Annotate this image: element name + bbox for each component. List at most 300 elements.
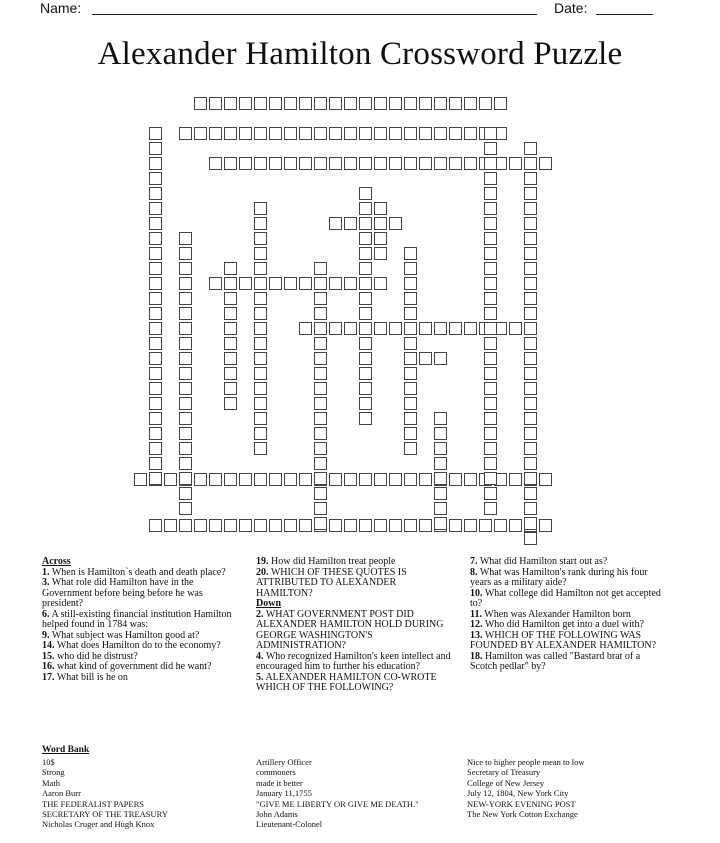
crossword-cell[interactable] <box>284 519 297 532</box>
crossword-cell[interactable] <box>484 127 497 140</box>
crossword-cell[interactable] <box>389 473 402 486</box>
crossword-cell[interactable] <box>149 142 162 155</box>
crossword-cell[interactable] <box>299 127 312 140</box>
crossword-cell[interactable] <box>314 127 327 140</box>
crossword-cell[interactable] <box>484 472 497 485</box>
crossword-cell[interactable] <box>224 157 237 170</box>
crossword-cell[interactable] <box>299 519 312 532</box>
crossword-cell[interactable] <box>314 322 327 335</box>
crossword-cell[interactable] <box>179 292 192 305</box>
crossword-cell[interactable] <box>149 202 162 215</box>
crossword-cell[interactable] <box>224 322 237 335</box>
crossword-cell[interactable] <box>484 247 497 260</box>
crossword-cell[interactable] <box>539 157 552 170</box>
crossword-cell[interactable] <box>344 519 357 532</box>
crossword-cell[interactable] <box>224 519 237 532</box>
crossword-cell[interactable] <box>374 202 387 215</box>
crossword-cell[interactable] <box>149 307 162 320</box>
crossword-cell[interactable] <box>374 322 387 335</box>
crossword-cell[interactable] <box>254 519 267 532</box>
crossword-cell[interactable] <box>239 277 252 290</box>
crossword-cell[interactable] <box>254 97 267 110</box>
crossword-cell[interactable] <box>179 487 192 500</box>
crossword-cell[interactable] <box>239 97 252 110</box>
crossword-cell[interactable] <box>149 519 162 532</box>
crossword-cell[interactable] <box>224 352 237 365</box>
crossword-cell[interactable] <box>254 367 267 380</box>
crossword-cell[interactable] <box>359 232 372 245</box>
crossword-cell[interactable] <box>404 127 417 140</box>
crossword-cell[interactable] <box>374 232 387 245</box>
crossword-cell[interactable] <box>484 232 497 245</box>
crossword-cell[interactable] <box>484 322 497 335</box>
crossword-cell[interactable] <box>299 322 312 335</box>
crossword-cell[interactable] <box>239 127 252 140</box>
crossword-cell[interactable] <box>404 247 417 260</box>
crossword-cell[interactable] <box>194 127 207 140</box>
crossword-cell[interactable] <box>359 292 372 305</box>
crossword-cell[interactable] <box>314 292 327 305</box>
crossword-cell[interactable] <box>359 322 372 335</box>
crossword-cell[interactable] <box>314 442 327 455</box>
crossword-cell[interactable] <box>524 202 537 215</box>
crossword-cell[interactable] <box>434 352 447 365</box>
crossword-cell[interactable] <box>374 247 387 260</box>
crossword-cell[interactable] <box>224 382 237 395</box>
crossword-cell[interactable] <box>314 262 327 275</box>
crossword-cell[interactable] <box>224 307 237 320</box>
crossword-cell[interactable] <box>484 427 497 440</box>
crossword-cell[interactable] <box>389 217 402 230</box>
crossword-cell[interactable] <box>359 277 372 290</box>
crossword-cell[interactable] <box>254 412 267 425</box>
crossword-cell[interactable] <box>404 157 417 170</box>
crossword-cell[interactable] <box>524 502 537 515</box>
crossword-cell[interactable] <box>484 352 497 365</box>
crossword-cell[interactable] <box>404 307 417 320</box>
crossword-cell[interactable] <box>209 97 222 110</box>
crossword-cell[interactable] <box>539 519 552 532</box>
crossword-cell[interactable] <box>434 427 447 440</box>
crossword-cell[interactable] <box>484 142 497 155</box>
crossword-cell[interactable] <box>359 397 372 410</box>
crossword-cell[interactable] <box>254 427 267 440</box>
crossword-cell[interactable] <box>224 277 237 290</box>
crossword-cell[interactable] <box>134 473 147 486</box>
crossword-cell[interactable] <box>419 157 432 170</box>
crossword-cell[interactable] <box>344 157 357 170</box>
crossword-cell[interactable] <box>194 519 207 532</box>
crossword-cell[interactable] <box>419 97 432 110</box>
crossword-cell[interactable] <box>484 442 497 455</box>
crossword-cell[interactable] <box>149 442 162 455</box>
crossword-cell[interactable] <box>524 397 537 410</box>
crossword-cell[interactable] <box>179 442 192 455</box>
crossword-cell[interactable] <box>314 487 327 500</box>
crossword-cell[interactable] <box>344 473 357 486</box>
crossword-cell[interactable] <box>329 519 342 532</box>
crossword-cell[interactable] <box>359 262 372 275</box>
crossword-cell[interactable] <box>209 277 222 290</box>
crossword-cell[interactable] <box>224 97 237 110</box>
crossword-cell[interactable] <box>254 352 267 365</box>
crossword-cell[interactable] <box>254 292 267 305</box>
crossword-cell[interactable] <box>224 127 237 140</box>
crossword-cell[interactable] <box>314 97 327 110</box>
crossword-cell[interactable] <box>254 262 267 275</box>
crossword-cell[interactable] <box>484 172 497 185</box>
crossword-cell[interactable] <box>464 127 477 140</box>
crossword-cell[interactable] <box>434 322 447 335</box>
crossword-cell[interactable] <box>269 157 282 170</box>
crossword-cell[interactable] <box>404 277 417 290</box>
crossword-cell[interactable] <box>149 172 162 185</box>
crossword-cell[interactable] <box>494 519 507 532</box>
crossword-cell[interactable] <box>419 473 432 486</box>
crossword-cell[interactable] <box>239 157 252 170</box>
crossword-cell[interactable] <box>449 157 462 170</box>
crossword-cell[interactable] <box>149 277 162 290</box>
crossword-cell[interactable] <box>179 307 192 320</box>
crossword-cell[interactable] <box>314 472 327 485</box>
crossword-cell[interactable] <box>524 517 537 530</box>
crossword-cell[interactable] <box>179 457 192 470</box>
crossword-cell[interactable] <box>509 473 522 486</box>
crossword-cell[interactable] <box>149 247 162 260</box>
crossword-cell[interactable] <box>239 473 252 486</box>
crossword-cell[interactable] <box>254 397 267 410</box>
crossword-cell[interactable] <box>434 157 447 170</box>
crossword-cell[interactable] <box>359 217 372 230</box>
crossword-cell[interactable] <box>254 442 267 455</box>
crossword-cell[interactable] <box>524 307 537 320</box>
crossword-cell[interactable] <box>269 127 282 140</box>
crossword-cell[interactable] <box>374 519 387 532</box>
crossword-cell[interactable] <box>524 157 537 170</box>
crossword-cell[interactable] <box>314 157 327 170</box>
crossword-cell[interactable] <box>329 473 342 486</box>
crossword-cell[interactable] <box>314 337 327 350</box>
crossword-cell[interactable] <box>179 412 192 425</box>
crossword-cell[interactable] <box>484 277 497 290</box>
crossword-cell[interactable] <box>524 277 537 290</box>
crossword-cell[interactable] <box>404 412 417 425</box>
crossword-cell[interactable] <box>149 232 162 245</box>
crossword-cell[interactable] <box>484 457 497 470</box>
crossword-cell[interactable] <box>374 217 387 230</box>
crossword-cell[interactable] <box>419 519 432 532</box>
crossword-cell[interactable] <box>224 262 237 275</box>
crossword-cell[interactable] <box>524 232 537 245</box>
crossword-cell[interactable] <box>434 97 447 110</box>
crossword-cell[interactable] <box>209 473 222 486</box>
crossword-cell[interactable] <box>484 382 497 395</box>
crossword-cell[interactable] <box>434 127 447 140</box>
crossword-cell[interactable] <box>374 277 387 290</box>
crossword-cell[interactable] <box>484 292 497 305</box>
crossword-cell[interactable] <box>449 322 462 335</box>
crossword-cell[interactable] <box>359 97 372 110</box>
crossword-cell[interactable] <box>404 473 417 486</box>
crossword-cell[interactable] <box>149 187 162 200</box>
crossword-cell[interactable] <box>524 352 537 365</box>
crossword-cell[interactable] <box>179 262 192 275</box>
crossword-cell[interactable] <box>494 97 507 110</box>
crossword-cell[interactable] <box>524 142 537 155</box>
crossword-cell[interactable] <box>299 157 312 170</box>
crossword-cell[interactable] <box>149 292 162 305</box>
crossword-cell[interactable] <box>359 307 372 320</box>
crossword-cell[interactable] <box>359 519 372 532</box>
crossword-cell[interactable] <box>389 97 402 110</box>
crossword-cell[interactable] <box>254 307 267 320</box>
crossword-cell[interactable] <box>239 519 252 532</box>
crossword-cell[interactable] <box>224 292 237 305</box>
crossword-cell[interactable] <box>479 519 492 532</box>
crossword-cell[interactable] <box>179 352 192 365</box>
crossword-cell[interactable] <box>359 187 372 200</box>
crossword-cell[interactable] <box>524 247 537 260</box>
crossword-cell[interactable] <box>329 217 342 230</box>
crossword-cell[interactable] <box>314 367 327 380</box>
crossword-cell[interactable] <box>254 217 267 230</box>
crossword-cell[interactable] <box>449 97 462 110</box>
crossword-cell[interactable] <box>254 202 267 215</box>
crossword-cell[interactable] <box>254 337 267 350</box>
crossword-cell[interactable] <box>149 157 162 170</box>
crossword-cell[interactable] <box>524 367 537 380</box>
crossword-cell[interactable] <box>344 277 357 290</box>
crossword-cell[interactable] <box>539 473 552 486</box>
crossword-cell[interactable] <box>484 397 497 410</box>
crossword-cell[interactable] <box>509 157 522 170</box>
crossword-cell[interactable] <box>164 473 177 486</box>
crossword-cell[interactable] <box>164 519 177 532</box>
crossword-cell[interactable] <box>404 97 417 110</box>
crossword-cell[interactable] <box>314 382 327 395</box>
crossword-cell[interactable] <box>179 367 192 380</box>
crossword-cell[interactable] <box>149 322 162 335</box>
crossword-cell[interactable] <box>389 322 402 335</box>
crossword-cell[interactable] <box>149 337 162 350</box>
crossword-cell[interactable] <box>484 217 497 230</box>
crossword-cell[interactable] <box>484 307 497 320</box>
crossword-cell[interactable] <box>224 397 237 410</box>
crossword-cell[interactable] <box>329 157 342 170</box>
crossword-cell[interactable] <box>464 157 477 170</box>
crossword-cell[interactable] <box>194 97 207 110</box>
crossword-cell[interactable] <box>449 473 462 486</box>
crossword-cell[interactable] <box>254 127 267 140</box>
crossword-cell[interactable] <box>344 217 357 230</box>
crossword-cell[interactable] <box>484 502 497 515</box>
crossword-cell[interactable] <box>179 427 192 440</box>
crossword-cell[interactable] <box>434 517 447 530</box>
crossword-cell[interactable] <box>419 127 432 140</box>
crossword-cell[interactable] <box>359 127 372 140</box>
crossword-cell[interactable] <box>374 127 387 140</box>
crossword-cell[interactable] <box>149 127 162 140</box>
crossword-cell[interactable] <box>374 473 387 486</box>
crossword-cell[interactable] <box>179 247 192 260</box>
crossword-cell[interactable] <box>359 337 372 350</box>
crossword-cell[interactable] <box>314 352 327 365</box>
crossword-cell[interactable] <box>224 367 237 380</box>
crossword-cell[interactable] <box>269 473 282 486</box>
crossword-cell[interactable] <box>314 427 327 440</box>
crossword-cell[interactable] <box>449 519 462 532</box>
crossword-cell[interactable] <box>299 277 312 290</box>
crossword-cell[interactable] <box>404 397 417 410</box>
crossword-cell[interactable] <box>434 487 447 500</box>
crossword-cell[interactable] <box>314 307 327 320</box>
crossword-cell[interactable] <box>524 337 537 350</box>
crossword-cell[interactable] <box>254 247 267 260</box>
crossword-cell[interactable] <box>179 322 192 335</box>
crossword-cell[interactable] <box>179 337 192 350</box>
crossword-cell[interactable] <box>254 322 267 335</box>
crossword-cell[interactable] <box>359 157 372 170</box>
crossword-cell[interactable] <box>209 519 222 532</box>
crossword-cell[interactable] <box>269 97 282 110</box>
crossword-cell[interactable] <box>179 519 192 532</box>
crossword-cell[interactable] <box>389 157 402 170</box>
crossword-cell[interactable] <box>224 473 237 486</box>
crossword-cell[interactable] <box>149 367 162 380</box>
crossword-cell[interactable] <box>254 157 267 170</box>
crossword-cell[interactable] <box>359 367 372 380</box>
crossword-cell[interactable] <box>449 127 462 140</box>
crossword-cell[interactable] <box>149 262 162 275</box>
crossword-cell[interactable] <box>404 382 417 395</box>
crossword-cell[interactable] <box>404 519 417 532</box>
crossword-cell[interactable] <box>224 337 237 350</box>
crossword-cell[interactable] <box>404 352 417 365</box>
crossword-cell[interactable] <box>284 277 297 290</box>
crossword-cell[interactable] <box>314 412 327 425</box>
crossword-cell[interactable] <box>484 412 497 425</box>
crossword-cell[interactable] <box>344 322 357 335</box>
crossword-cell[interactable] <box>524 412 537 425</box>
crossword-cell[interactable] <box>344 127 357 140</box>
crossword-cell[interactable] <box>524 262 537 275</box>
crossword-cell[interactable] <box>149 352 162 365</box>
crossword-cell[interactable] <box>524 457 537 470</box>
crossword-cell[interactable] <box>314 397 327 410</box>
crossword-cell[interactable] <box>179 397 192 410</box>
crossword-cell[interactable] <box>524 292 537 305</box>
crossword-cell[interactable] <box>269 519 282 532</box>
crossword-cell[interactable] <box>179 127 192 140</box>
crossword-cell[interactable] <box>464 473 477 486</box>
crossword-cell[interactable] <box>149 472 162 485</box>
crossword-cell[interactable] <box>359 247 372 260</box>
crossword-cell[interactable] <box>484 187 497 200</box>
crossword-cell[interactable] <box>194 473 207 486</box>
crossword-cell[interactable] <box>359 473 372 486</box>
crossword-cell[interactable] <box>524 322 537 335</box>
crossword-cell[interactable] <box>284 157 297 170</box>
crossword-cell[interactable] <box>314 502 327 515</box>
crossword-cell[interactable] <box>484 337 497 350</box>
crossword-cell[interactable] <box>484 202 497 215</box>
crossword-cell[interactable] <box>434 457 447 470</box>
crossword-cell[interactable] <box>284 473 297 486</box>
crossword-cell[interactable] <box>329 322 342 335</box>
crossword-cell[interactable] <box>149 382 162 395</box>
crossword-cell[interactable] <box>434 442 447 455</box>
crossword-cell[interactable] <box>389 519 402 532</box>
crossword-cell[interactable] <box>299 473 312 486</box>
crossword-cell[interactable] <box>269 277 282 290</box>
crossword-cell[interactable] <box>404 322 417 335</box>
crossword-cell[interactable] <box>484 367 497 380</box>
crossword-cell[interactable] <box>284 97 297 110</box>
crossword-cell[interactable] <box>299 97 312 110</box>
crossword-cell[interactable] <box>484 487 497 500</box>
crossword-cell[interactable] <box>344 97 357 110</box>
crossword-cell[interactable] <box>484 157 497 170</box>
crossword-cell[interactable] <box>359 382 372 395</box>
crossword-cell[interactable] <box>209 157 222 170</box>
crossword-cell[interactable] <box>179 472 192 485</box>
crossword-cell[interactable] <box>419 352 432 365</box>
crossword-cell[interactable] <box>464 322 477 335</box>
crossword-cell[interactable] <box>404 262 417 275</box>
crossword-cell[interactable] <box>419 322 432 335</box>
crossword-cell[interactable] <box>329 277 342 290</box>
crossword-cell[interactable] <box>389 127 402 140</box>
crossword-cell[interactable] <box>149 217 162 230</box>
crossword-cell[interactable] <box>524 427 537 440</box>
crossword-cell[interactable] <box>374 157 387 170</box>
crossword-cell[interactable] <box>434 412 447 425</box>
crossword-cell[interactable] <box>524 187 537 200</box>
crossword-cell[interactable] <box>509 519 522 532</box>
crossword-cell[interactable] <box>434 472 447 485</box>
crossword-cell[interactable] <box>509 322 522 335</box>
crossword-cell[interactable] <box>404 337 417 350</box>
crossword-cell[interactable] <box>524 532 537 545</box>
crossword-cell[interactable] <box>359 352 372 365</box>
crossword-cell[interactable] <box>404 292 417 305</box>
crossword-cell[interactable] <box>149 427 162 440</box>
crossword-cell[interactable] <box>524 382 537 395</box>
crossword-cell[interactable] <box>464 519 477 532</box>
crossword-cell[interactable] <box>329 127 342 140</box>
crossword-cell[interactable] <box>149 412 162 425</box>
crossword-cell[interactable] <box>209 127 222 140</box>
crossword-cell[interactable] <box>524 172 537 185</box>
crossword-cell[interactable] <box>254 277 267 290</box>
crossword-cell[interactable] <box>479 97 492 110</box>
crossword-cell[interactable] <box>314 277 327 290</box>
crossword-cell[interactable] <box>179 382 192 395</box>
crossword-cell[interactable] <box>524 217 537 230</box>
crossword-cell[interactable] <box>484 262 497 275</box>
crossword-cell[interactable] <box>374 97 387 110</box>
crossword-cell[interactable] <box>434 502 447 515</box>
crossword-cell[interactable] <box>254 382 267 395</box>
crossword-cell[interactable] <box>179 232 192 245</box>
crossword-cell[interactable] <box>524 472 537 485</box>
crossword-cell[interactable] <box>359 202 372 215</box>
crossword-cell[interactable] <box>329 97 342 110</box>
crossword-cell[interactable] <box>359 412 372 425</box>
crossword-cell[interactable] <box>284 127 297 140</box>
crossword-cell[interactable] <box>149 457 162 470</box>
crossword-cell[interactable] <box>464 97 477 110</box>
